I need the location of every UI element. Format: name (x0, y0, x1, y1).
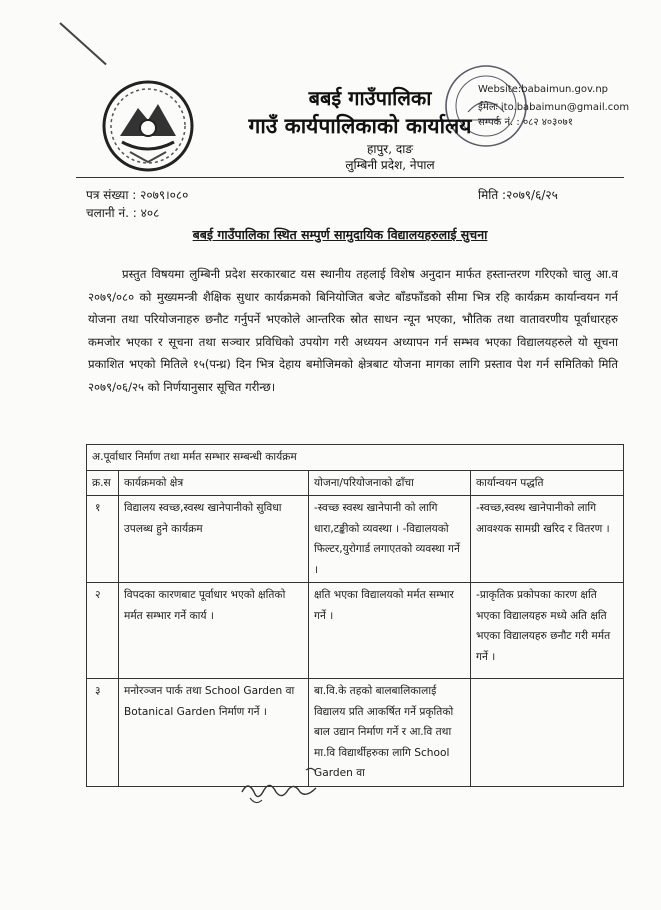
table-header-row (87, 470, 624, 496)
dispatch-number: चलानी नं. : ४०८ (86, 206, 160, 220)
scan-mark (59, 22, 106, 65)
table-row (87, 583, 624, 679)
column-header-area: कार्यक्रमको क्षेत्र (119, 470, 309, 496)
program-table (86, 444, 624, 787)
row-serial: २ (87, 583, 119, 679)
column-header-design: योजना/परियोजनाको ढाँचा (309, 470, 471, 496)
notice-body-text: प्रस्तुत विषयमा लुम्बिनी प्रदेश सरकारबाट यस स्थानीय तहलाई विशेष अनुदान मार्फत हस्तान्तरण गरिएको चालु आ.व २०७९/०८० को मुख्यमन्त्री शैक्षिक सुधार कार्यक्रमको बिनियोजित बजेट बाँडफाँडको सीमा भित्र रहि कार्यक्रम कार्यान्वयन गर्न योजना तथा परियोजनाहरु छनौट गर्नुपर्ने भएकोले आन्तरिक स्रोत साधन न्यून भएका, भौतिक तथा वातावरणीय पूर्वाधारहरु कमजोर भएका र सूचना तथा सञ्चार प्रविधिको उपयोग गरी अध्ययन अध्यापन गर्न सम्भव भएका विद्यालयहरुले यो सूचना प्रकाशित भएको मितिले १५(पन्ध्र) दिन भित्र देहाय बमोजिमको क्षेत्रबाट योजना मागका लागि प्रस्ताव पेश गर्न समितिको मिति २०७९/०६/२५ को निर्णयानुसार सूचित गरीन्छ। (88, 267, 618, 394)
row-method: -प्राकृतिक प्रकोपका कारण क्षति भएका विद्यालयहरु मध्ये अति क्षति भएका विद्यालयहरु छनौट गरी मर्मत गर्ने । (471, 583, 624, 679)
office-title-line2: गाउँ कार्यपालिकाको कार्यालय (248, 113, 472, 138)
office-province: लुम्बिनी प्रदेश, नेपाल (345, 158, 435, 172)
row-serial: ३ (87, 679, 119, 787)
signature-icon (236, 762, 346, 812)
column-header-sn: क्र.स (87, 470, 119, 496)
office-address: हापुर, दाङ (367, 142, 413, 156)
row-area: विद्यालय स्वच्छ,स्वस्थ खानेपानीको सुविधा उपलब्ध हुने कार्यक्रम (119, 496, 309, 583)
row-method (471, 679, 624, 787)
row-design: बा.वि.के तहको बालबालिकालाई विद्यालय प्रति आकर्षित गर्ने प्रकृतिको बाल उद्यान निर्माण गर्ने र आ.वि तथा मा.वि विद्यार्थीहरुका लागि School Garden वा (309, 679, 471, 787)
row-design: क्षति भएका विद्यालयको मर्मत सम्भार गर्ने । (309, 583, 471, 679)
row-design: -स्वच्छ स्वस्थ खानेपानी को लागि धारा,टङ्कीको व्यवस्था । -विद्यालयको फिल्टर,युरोगार्ड लगाएतको व्यवस्था गर्ने । (309, 496, 471, 583)
table-section-title: अ.पूर्वाधार निर्माण तथा मर्मत सम्भार सम्बन्धी कार्यक्रम (87, 445, 624, 471)
reference-number: पत्र संख्या : २०७९।०८० (86, 188, 189, 202)
table-row (87, 679, 624, 787)
notice-subject: बबई गाउँपालिका स्थित सम्पुर्ण सामुदायिक विद्यालयहरुलाई सुचना (192, 227, 488, 242)
table-section-row (87, 445, 624, 471)
header-divider (76, 177, 624, 178)
column-header-method: कार्यान्वयन पद्धति (471, 470, 624, 496)
email-text: ईमेलः ito.babaimun@gmail.com (478, 102, 630, 113)
row-serial: १ (87, 496, 119, 583)
letter-date: मिति :२०७९/६/२५ (478, 188, 558, 202)
row-area: मनोरञ्जन पार्क तथा School Garden वा Botanical Garden निर्माण गर्ने । (119, 679, 309, 787)
phone-text: सम्पर्क नं. : ०८२ ४०३०७१ (478, 117, 573, 128)
row-area: विपदका कारणबाट पूर्वाधार भएको क्षतिको मर्मत सम्भार गर्ने कार्य । (119, 583, 309, 679)
table-row (87, 496, 624, 583)
office-title-line1: बबई गाउँपालिका (308, 86, 432, 110)
notice-body (88, 263, 618, 399)
website-text: Website:babaimun.gov.np (478, 84, 609, 95)
row-method: -स्वच्छ,स्वस्थ खानेपानीको लागि आवश्यक सामग्री खरिद र वितरण । (471, 496, 624, 583)
nepal-government-emblem-icon (100, 78, 196, 174)
